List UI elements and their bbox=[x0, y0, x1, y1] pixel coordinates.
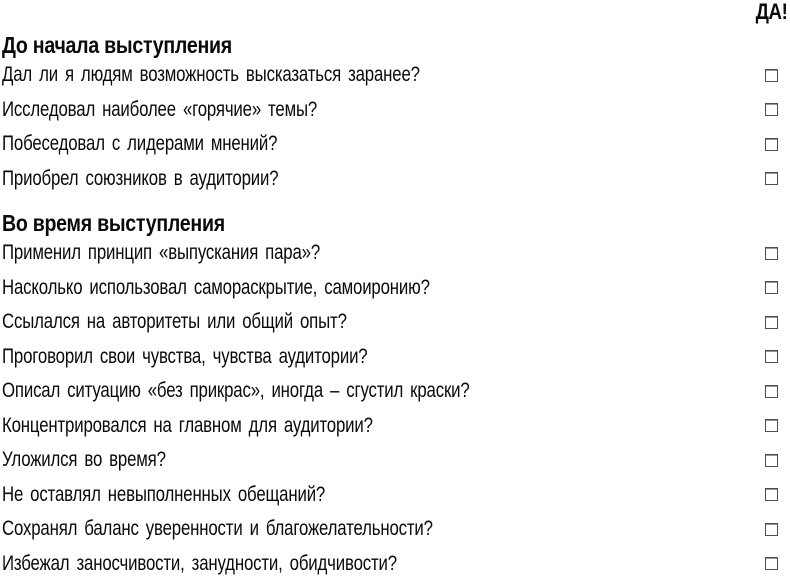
checklist-item-label: Дал ли я людям возможность высказаться заранее? bbox=[2, 63, 612, 87]
checklist-item-label: Проговорил свои чувства, чувства аудитории? bbox=[2, 345, 612, 369]
checkbox-icon[interactable] bbox=[765, 103, 778, 116]
checklist-section bbox=[2, 210, 790, 581]
section-items bbox=[2, 236, 790, 581]
checkbox-icon[interactable] bbox=[765, 385, 778, 398]
checkbox-icon[interactable] bbox=[765, 172, 778, 185]
checklist-item-label: Насколько использовал самораскрытие, самоиронию? bbox=[2, 276, 612, 300]
checklist-item-row bbox=[2, 271, 790, 306]
checklist-item-row bbox=[2, 93, 790, 128]
checklist-item-row bbox=[2, 443, 790, 478]
checkbox-icon[interactable] bbox=[765, 350, 778, 363]
checklist-item-label: Сохранял баланс уверенности и благожелательности? bbox=[2, 517, 612, 541]
checkbox-icon[interactable] bbox=[765, 247, 778, 260]
checklist-item-label: Концентрировался на главном для аудитории? bbox=[2, 414, 612, 438]
checklist-item-label: Описал ситуацию «без прикрас», иногда – сгустил краски? bbox=[2, 379, 612, 403]
checklist-item-row bbox=[2, 127, 790, 162]
checklist-item-label: Ссылался на авторитеты или общий опыт? bbox=[2, 310, 612, 334]
checklist-item-row bbox=[2, 162, 790, 197]
checklist-item-label: Уложился во время? bbox=[2, 448, 612, 472]
checklist-item-label: Приобрел союзников в аудитории? bbox=[2, 167, 612, 191]
checklist-item-row bbox=[2, 478, 790, 513]
checklist-item-label: Не оставлял невыполненных обещаний? bbox=[2, 483, 612, 507]
checkbox-icon[interactable] bbox=[765, 69, 778, 82]
sections-container bbox=[2, 32, 790, 581]
yes-column-label: ДА! bbox=[755, 2, 787, 22]
checkbox-icon[interactable] bbox=[765, 488, 778, 501]
checklist-item-label: Применил принцип «выпускания пара»? bbox=[2, 241, 612, 265]
checklist-item-row bbox=[2, 236, 790, 271]
checklist-item-row bbox=[2, 512, 790, 547]
checklist-item-row bbox=[2, 374, 790, 409]
checklist-item-row bbox=[2, 547, 790, 581]
checklist-section bbox=[2, 32, 790, 196]
checkbox-icon[interactable] bbox=[765, 281, 778, 294]
checklist-item-label: Исследовал наиболее «горячие» темы? bbox=[2, 98, 612, 122]
checklist-item-label: Побеседовал с лидерами мнений? bbox=[2, 132, 612, 156]
checkbox-icon[interactable] bbox=[765, 316, 778, 329]
checklist-item-row bbox=[2, 340, 790, 375]
checklist-item-row bbox=[2, 305, 790, 340]
section-heading: Во время выступления bbox=[2, 210, 672, 236]
section-items bbox=[2, 58, 790, 196]
checklist-item-row bbox=[2, 409, 790, 444]
checkbox-icon[interactable] bbox=[765, 557, 778, 570]
yes-column-header bbox=[2, 2, 790, 22]
checkbox-icon[interactable] bbox=[765, 523, 778, 536]
checklist-item-row bbox=[2, 58, 790, 93]
section-heading: До начала выступления bbox=[2, 32, 672, 58]
checkbox-icon[interactable] bbox=[765, 419, 778, 432]
checkbox-icon[interactable] bbox=[765, 138, 778, 151]
checklist-item-label: Избежал заносчивости, занудности, обидчивости? bbox=[2, 552, 612, 576]
checkbox-icon[interactable] bbox=[765, 454, 778, 467]
